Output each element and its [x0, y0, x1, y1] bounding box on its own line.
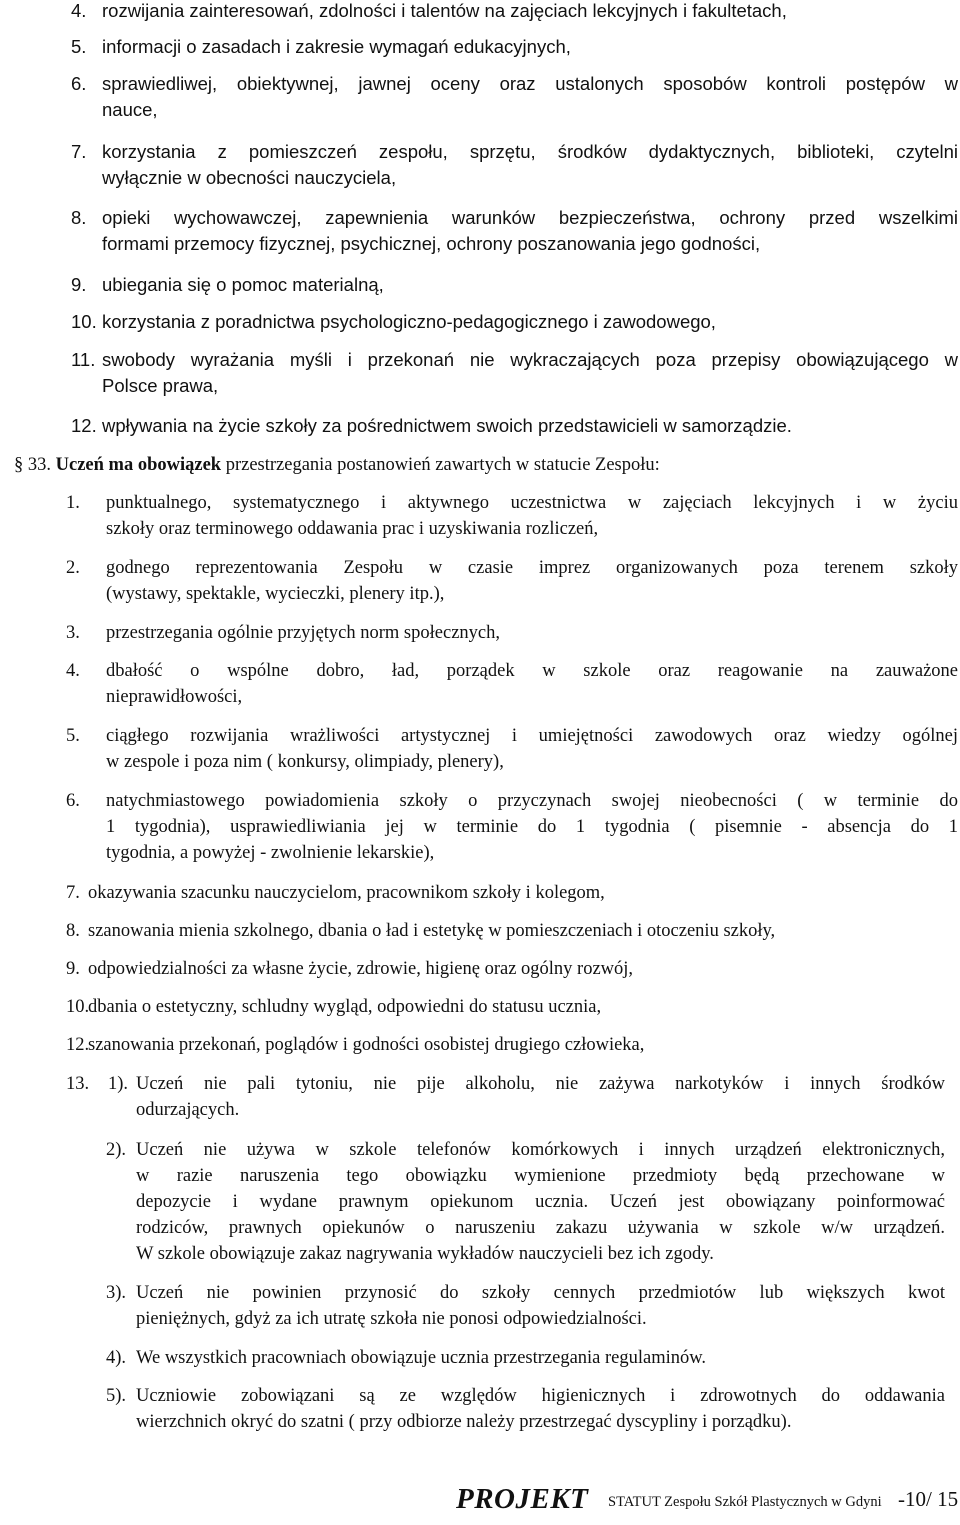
item-text-line: szkoły oraz terminowego oddawania prac i uzyskiwania rozliczeń, — [106, 519, 599, 539]
item-text-line: pieniężnych, gdyż za ich utratę szkoła nie ponosi odpowiedzialności. — [136, 1309, 647, 1329]
item-number: 6. — [66, 791, 80, 811]
item-number: 9. — [66, 959, 80, 979]
section-bold-label: Uczeń ma obowiązek — [55, 455, 222, 475]
item-number: 12. — [66, 1035, 90, 1055]
item-number: 8. — [66, 921, 80, 941]
item-text-line: okazywania szacunku nauczycielom, pracownikom szkoły i kolegom, — [88, 883, 605, 903]
item-number: 2). — [106, 1140, 127, 1160]
item-number: 5. — [71, 36, 87, 57]
item-text-line: Uczniowie zobowiązani są ze względów higienicznych i zdrowotnych do oddawania — [136, 1386, 945, 1406]
item-text-line: odurzających. — [136, 1100, 240, 1120]
item-text-line: natychmiastowego powiadomienia szkoły o przyczynach swojej nieobecności ( w terminie do — [106, 791, 958, 811]
item-text-line: szanowania przekonań, poglądów i godności osobistej drugiego człowieka, — [88, 1035, 645, 1055]
section-text: przestrzegania postanowień zawartych w statucie Zespołu: — [225, 455, 660, 475]
item-text-line: dbania o estetyczny, schludny wygląd, odpowiedni do statusu ucznia, — [88, 997, 602, 1017]
item-text-line: Uczeń nie powinien przynosić do szkoły cennych przedmiotów lub większych kwot — [136, 1283, 945, 1303]
item-number: 4). — [106, 1348, 127, 1368]
item-text-line: informacji o zasadach i zakresie wymagań edukacyjnych, — [102, 36, 571, 57]
footer-document-title: STATUT Zespołu Szkół Plastycznych w Gdyni — [608, 1494, 882, 1510]
item-13-number: 13. — [66, 1074, 90, 1094]
item-text-line: (wystawy, spektakle, wycieczki, plenery itp.), — [106, 584, 445, 604]
page-footer — [0, 1485, 960, 1525]
projekt-label: PROJEKT — [456, 1483, 589, 1515]
item-number: 7. — [71, 141, 87, 162]
item-text-line: rodziców, prawnych opiekunów o naruszeniu zakazu używania w szkole w/w urządzeń. — [136, 1218, 945, 1238]
item-number: 5. — [66, 726, 80, 746]
item-text-line: wierzchnich okryć do szatni ( przy odbiorze należy przestrzegać dyscypliny i porządku). — [136, 1412, 792, 1432]
item-number: 7. — [66, 883, 80, 903]
item-number: 8. — [71, 207, 87, 228]
item-text-line: swobody wyrażania myśli i przekonań nie wykraczających poza przepisy obowiązującego w — [102, 349, 958, 370]
item-text-line: Uczeń nie używa w szkole telefonów komórkowych i innych urządzeń elektronicznych, — [136, 1140, 945, 1160]
item-text-line: korzystania z pomieszczeń zespołu, sprzętu, środków dydaktycznych, biblioteki, czytelni — [102, 141, 958, 162]
item-text-line: szanowania mienia szkolnego, dbania o ład i estetykę w pomieszczeniach i otoczeniu szkoły, — [88, 921, 776, 941]
item-text-line: sprawiedliwej, obiektywnej, jawnej oceny oraz ustalonych sposobów kontroli postępów w — [102, 73, 958, 94]
item-text-line: odpowiedzialności za własne życie, zdrowie, higienę oraz ogólny rozwój, — [88, 959, 634, 979]
item-text-line: ciągłego rozwijania wrażliwości artystycznej i umiejętności zawodowych oraz wiedzy ogólnej — [106, 726, 958, 746]
item-text-line: opieki wychowawczej, zapewnienia warunków bezpieczeństwa, ochrony przed wszelkimi — [102, 207, 958, 228]
item-number: 1). — [108, 1074, 129, 1094]
section-heading — [14, 454, 660, 476]
item-text-line: godnego reprezentowania Zespołu w czasie imprez organizowanych poza terenem szkoły — [106, 558, 958, 578]
item-number: 4. — [66, 661, 80, 681]
item-text-line: We wszystkich pracowniach obowiązuje ucznia przestrzegania regulaminów. — [136, 1348, 707, 1368]
item-number: 4. — [71, 0, 87, 21]
page-number: -10/ 15 — [898, 1487, 959, 1511]
section-sign: § 33. — [14, 455, 51, 475]
item-text-line: wyłącznie w obecności nauczyciela, — [102, 167, 397, 188]
item-text-line: ubiegania się o pomoc materialną, — [102, 274, 384, 295]
item-number: 9. — [71, 274, 87, 295]
item-text-line: punktualnego, systematycznego i aktywnego uczestnictwa w zajęciach lekcyjnych i w życiu — [106, 493, 958, 513]
item-number: 10. — [66, 997, 90, 1017]
item-text-line: Polsce prawa, — [102, 375, 219, 396]
item-text-line: w razie naruszenia tego obowiązku wymienione przedmioty będą przechowane w — [136, 1166, 945, 1186]
item-text-line: rozwijania zainteresowań, zdolności i talentów na zajęciach lekcyjnych i fakultetach, — [102, 0, 787, 21]
item-text-line: w zespole i poza nim ( konkursy, olimpiady, plenery), — [106, 752, 504, 772]
item-text-line: przestrzegania ogólnie przyjętych norm społecznych, — [106, 623, 500, 643]
item-number: 5). — [106, 1386, 127, 1406]
item-number: 2. — [66, 558, 80, 578]
item-text-line: formami przemocy fizycznej, psychicznej, ochrony poszanowania jego godności, — [102, 233, 761, 254]
item-text-line: tygodnia, a powyżej - zwolnienie lekarskie), — [106, 843, 435, 863]
item-text-line: nauce, — [102, 99, 158, 120]
item-text-line: depozycie i wydane prawnym opiekunom ucznia. Uczeń jest obowiązany poinformować — [136, 1192, 945, 1212]
item-number: 6. — [71, 73, 87, 94]
item-text-line: Uczeń nie pali tytoniu, nie pije alkoholu, nie zażywa narkotyków i innych środków — [136, 1074, 945, 1094]
item-number: 12. — [71, 415, 97, 436]
item-number: 11. — [71, 349, 96, 370]
item-number: 3. — [66, 623, 80, 643]
item-text-line: 1 tygodnia), usprawiedliwiania jej w terminie do 1 tygodnia ( pisemnie - absencja do 1 — [106, 817, 958, 837]
item-text-line: wpływania na życie szkoły za pośrednictwem swoich przedstawicieli w samorządzie. — [102, 415, 792, 436]
item-number: 1. — [66, 493, 80, 513]
item-number: 10. — [71, 311, 97, 332]
item-text-line: W szkole obowiązuje zakaz nagrywania wykładów nauczycieli bez ich zgody. — [136, 1244, 714, 1264]
item-number: 3). — [106, 1283, 127, 1303]
item-text-line: nieprawidłowości, — [106, 687, 243, 707]
item-text-line: korzystania z poradnictwa psychologiczno-pedagogicznego i zawodowego, — [102, 311, 716, 332]
item-text-line: dbałość o wspólne dobro, ład, porządek w szkole oraz reagowanie na zauważone — [106, 661, 958, 681]
